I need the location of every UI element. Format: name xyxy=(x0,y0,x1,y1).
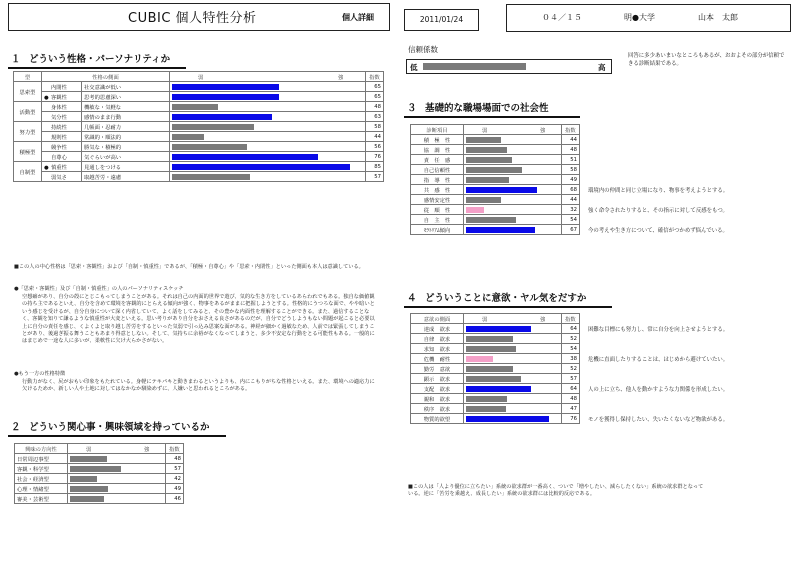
score-bar xyxy=(466,197,501,203)
section4-number: ４ xyxy=(407,293,417,304)
item-label: 勤労 意欲 xyxy=(411,364,464,374)
trait-desc: 感情のまま行動 xyxy=(82,112,170,122)
score-bar xyxy=(466,386,531,392)
section1-title xyxy=(8,53,186,69)
interest-index: 48 xyxy=(165,454,183,464)
col-strong: 強 xyxy=(539,128,546,134)
item-index: 67 xyxy=(561,225,579,235)
bar-cell xyxy=(463,364,561,374)
type-group: 努力型 xyxy=(14,122,42,142)
trait-name xyxy=(42,122,82,132)
table-row xyxy=(411,404,580,414)
score-bar xyxy=(172,94,279,100)
col-strong: 強 xyxy=(338,75,344,81)
score-bar xyxy=(466,326,531,332)
table-row xyxy=(411,374,580,384)
col-strong: 強 xyxy=(539,317,546,323)
section4-note: ■この人は「人より優位に立ちたい」系統の欲求群が一番高く、ついで「増やしたい、減らしたくない」系統の欲求群となっている。逆に「苦労を乗越え、成長したい」系統の欲求群には比較的反応である。 xyxy=(408,484,704,498)
table-row xyxy=(14,172,384,182)
col-index: 指数 xyxy=(561,314,579,324)
bar-cell xyxy=(463,414,561,424)
score-bar xyxy=(466,396,507,402)
table-row xyxy=(411,354,580,364)
bar-cell xyxy=(463,324,561,334)
trait-index: 48 xyxy=(366,102,384,112)
score-bar xyxy=(466,187,537,193)
bar-cell xyxy=(170,102,366,112)
score-bar xyxy=(466,217,516,223)
score-bar xyxy=(70,496,104,502)
item-label: 物質的欲望 xyxy=(411,414,464,424)
type-group: 自制型 xyxy=(14,162,42,182)
interest-index: 46 xyxy=(165,494,183,504)
col-weak: 弱 xyxy=(481,317,488,323)
section1-title-text: どういう性格・パーソナリティか xyxy=(29,54,171,65)
table-row xyxy=(411,175,580,185)
item-comment: 困難な目標にも努力し、常に自分を向上させようとする。 xyxy=(588,327,729,333)
item-label: 従 順 性 xyxy=(411,205,464,215)
table-row xyxy=(411,215,580,225)
table-row xyxy=(411,384,580,394)
col-scale xyxy=(170,72,366,82)
score-bar xyxy=(466,147,507,153)
item-label: 指 導 性 xyxy=(411,175,464,185)
trait-label: 規則性 xyxy=(51,134,67,141)
table-row xyxy=(411,334,580,344)
col-scale xyxy=(463,314,561,324)
motivation-table xyxy=(410,313,580,424)
table-row xyxy=(411,414,580,424)
bar-cell xyxy=(67,454,165,464)
report-date: 2011/01/24 xyxy=(419,15,464,24)
score-bar xyxy=(172,104,218,110)
col-aspect: 意欲の側面 xyxy=(411,314,464,324)
item-label: 支配 欲求 xyxy=(411,384,464,394)
col-weak: 弱 xyxy=(198,75,204,81)
col-area: 興味の方向性 xyxy=(15,444,68,454)
interest-label: 社会・経済型 xyxy=(15,474,68,484)
score-bar xyxy=(172,134,204,140)
interest-index: 42 xyxy=(165,474,183,484)
score-bar xyxy=(172,84,279,90)
item-comment: 環境内の仲間と同じ立場になり、物事を考えようとする。 xyxy=(588,188,729,194)
item-index: 52 xyxy=(561,364,579,374)
section2-title-text: どういう関心事・興味領域を持っているか xyxy=(29,422,210,433)
trait-index: 63 xyxy=(366,112,384,122)
personality-table xyxy=(13,71,384,182)
page-number: ０４／１５ xyxy=(542,13,582,22)
bar-cell xyxy=(67,494,165,504)
trait-name xyxy=(42,172,82,182)
section3-title xyxy=(404,102,580,118)
table-row xyxy=(411,225,580,235)
trait-name xyxy=(42,152,82,162)
score-bar xyxy=(466,157,512,163)
bar-cell xyxy=(463,394,561,404)
bar-cell xyxy=(463,205,561,215)
score-bar xyxy=(172,114,272,120)
bar-cell xyxy=(170,152,366,162)
item-index: 52 xyxy=(561,334,579,344)
bar-cell xyxy=(463,404,561,414)
score-bar xyxy=(172,144,247,150)
item-index: 68 xyxy=(561,185,579,195)
col-strong: 強 xyxy=(143,447,150,453)
bar-cell xyxy=(463,145,561,155)
section2-number: ２ xyxy=(11,422,21,433)
col-item: 診断項目 xyxy=(411,125,464,135)
item-label: 積 極 性 xyxy=(411,135,464,145)
type-group: 積極型 xyxy=(14,142,42,162)
score-bar xyxy=(466,336,513,342)
person-name: 山本 太郎 xyxy=(698,13,738,22)
score-bar xyxy=(466,207,484,213)
table-row xyxy=(411,344,580,354)
item-label: 自己信頼性 xyxy=(411,165,464,175)
trait-desc: 取越苦労・遠慮 xyxy=(82,172,170,182)
interest-label: 審美・芸術型 xyxy=(15,494,68,504)
bar-cell xyxy=(170,162,366,172)
col-index: 指数 xyxy=(561,125,579,135)
trait-desc: 思考的思慮深い xyxy=(82,92,170,102)
trait-name xyxy=(42,162,82,172)
section1-other-body: 行動力がなく、尻がおもい印象をもたれている。身軽にテキパキと動きまわるというよりも、内にこもりがちな性格といえる。また、環境への適応力に欠けるためか、新しい人や土地に対してはなかなか馴染めずに、人嫌いと思われるところがある。 xyxy=(22,379,375,393)
table-row xyxy=(411,165,580,175)
trait-label: 自尊心 xyxy=(51,154,67,161)
table-row xyxy=(411,324,580,334)
bar-cell xyxy=(170,122,366,132)
trait-desc: 機敏な・気軽な xyxy=(82,102,170,112)
table-row xyxy=(15,494,184,504)
section3-title-text: 基礎的な職場場面での社会性 xyxy=(425,103,549,114)
item-index: 54 xyxy=(561,344,579,354)
trait-label: 持続性 xyxy=(51,124,67,131)
trait-index: 65 xyxy=(366,82,384,92)
item-comment: 危機に直面したりすることは、はじめから避けていたい。 xyxy=(588,357,729,363)
item-label: 責 任 感 xyxy=(411,155,464,165)
item-index: 48 xyxy=(561,145,579,155)
item-comment: 今の考えや生き方について、確信がつかめず悩んでいる。 xyxy=(588,228,728,234)
item-comment: 人の上に立ち、他人を動かすような力関係を形成したい。 xyxy=(588,387,729,393)
bar-cell xyxy=(463,334,561,344)
score-bar xyxy=(70,486,108,492)
col-scale xyxy=(463,125,561,135)
bar-cell xyxy=(463,185,561,195)
bar-cell xyxy=(463,175,561,185)
trait-desc: 社交意識が低い xyxy=(82,82,170,92)
table-row xyxy=(14,132,384,142)
section3-number: ３ xyxy=(407,103,417,114)
table-row xyxy=(14,142,384,152)
item-index: 44 xyxy=(561,135,579,145)
bar-cell xyxy=(170,172,366,182)
trait-index: 76 xyxy=(366,152,384,162)
section4-title-text: どういうことに意欲・ヤル気をだすか xyxy=(425,293,587,304)
score-bar xyxy=(466,227,535,233)
item-index: 64 xyxy=(561,324,579,334)
item-comment: 強く命令されたりすると、その指示に対して反感をもつ。 xyxy=(588,208,728,214)
bar-cell xyxy=(463,225,561,235)
score-bar xyxy=(466,356,493,362)
item-index: 51 xyxy=(561,155,579,165)
reliability-high: 高 xyxy=(598,63,606,72)
table-row xyxy=(411,185,580,195)
bar-cell xyxy=(463,195,561,205)
table-row xyxy=(411,155,580,165)
table-row xyxy=(14,122,384,132)
university: 明●大学 xyxy=(624,13,655,22)
trait-index: 65 xyxy=(366,92,384,102)
col-index: 指数 xyxy=(366,72,384,82)
col-weak: 弱 xyxy=(481,128,488,134)
reliability-title: 信頼係数 xyxy=(408,45,438,54)
item-label: 共 感 性 xyxy=(411,185,464,195)
item-label: 秩序 欲求 xyxy=(411,404,464,414)
item-label: 顕示 欲求 xyxy=(411,374,464,384)
bar-cell xyxy=(170,92,366,102)
detail-label: 個人詳細 xyxy=(342,13,374,22)
bar-cell xyxy=(463,374,561,384)
col-weak: 弱 xyxy=(85,447,92,453)
item-index: 76 xyxy=(561,414,579,424)
table-row xyxy=(411,205,580,215)
section1-sketch-body: 空想癖があり、自分の殻にとじこもってしまうことがある。それは自己の内面的世界で遊び、気的な生き方をしているあらわれでもある。独自な価値観の持ち主であるといえ、自分を含めて環境を客観的にとらえる傾向が強く、物事をあるがままに把握しようとする。性格的にうつろな面で、やや暗いという感じを受けるが、自分自身について深く内省していて、よく話をしてみると、その豊かな内面性を理解することができる。また、過信することなく、客観を知りて謙るような慎重性が大変といえる。思い考りがあり自分をおさえる良さがあるのだが、自分でどうしようもない問題が起こると必要以上に自分の責任を感じ、くよくよと取り越し苦労をするといった気弱で引っ込み思案な面がある。神経が細かく過敏なため、人前では緊張してしまうことがあり、後過ぎ振る舞うこともあまり得意としない。そして、気持ちに余裕がなくなってしまうと、多少不安定な行動をとる可能性もある。一般的にはまじめで一途な人に多いが、柔軟性に欠け大らかさがない。 xyxy=(22,294,375,345)
type-group: 活動型 xyxy=(14,102,42,122)
section1-note1: ■この人の中心性格は「思索・客観性」および「自制・慎重性」であるが、「積極・自尊心」や「思索・内閉性」といった側面も本人は意識している。 xyxy=(14,264,364,270)
section4-title xyxy=(404,292,612,308)
interest-table xyxy=(14,443,184,504)
interest-label: 客観・科学型 xyxy=(15,464,68,474)
item-label: ﾓﾗﾄﾘｱﾑ傾向 xyxy=(411,225,464,235)
trait-name xyxy=(42,102,82,112)
trait-desc: 勝気な・積極的 xyxy=(82,142,170,152)
trait-index: 85 xyxy=(366,162,384,172)
trait-label: 気分性 xyxy=(51,114,67,121)
item-index: 54 xyxy=(561,215,579,225)
item-index: 47 xyxy=(561,404,579,414)
reliability-note: 回答に多少あいまいなところもあるが、おおよその部分が信頼できる診断結果である。 xyxy=(628,53,785,67)
score-bar xyxy=(466,376,521,382)
table-row xyxy=(411,364,580,374)
report-title: CUBIC 個人特性分析 xyxy=(128,11,257,26)
bar-cell xyxy=(463,215,561,225)
item-index: 57 xyxy=(561,374,579,384)
trait-label: 慎重性 xyxy=(51,164,67,171)
trait-name xyxy=(42,132,82,142)
trait-desc: 気ぐらいが高い xyxy=(82,152,170,162)
col-scale xyxy=(67,444,165,454)
table-row xyxy=(14,162,384,172)
trait-name xyxy=(42,92,82,102)
bar-cell xyxy=(463,354,561,364)
item-label: 感情安定性 xyxy=(411,195,464,205)
reliability-low: 低 xyxy=(410,63,418,72)
score-bar xyxy=(172,154,318,160)
score-bar xyxy=(466,137,501,143)
item-label: 協 調 性 xyxy=(411,145,464,155)
bar-cell xyxy=(67,474,165,484)
item-index: 64 xyxy=(561,384,579,394)
trait-name xyxy=(42,82,82,92)
col-index: 指数 xyxy=(165,444,183,454)
trait-desc: 見通しをつける xyxy=(82,162,170,172)
item-label: 危機 耐性 xyxy=(411,354,464,364)
trait-label: 身体性 xyxy=(51,104,67,111)
trait-label: 内閉性 xyxy=(51,84,67,91)
trait-desc: 常識的・順法的 xyxy=(82,132,170,142)
bar-cell xyxy=(170,142,366,152)
score-bar xyxy=(466,167,522,173)
bar-cell xyxy=(463,344,561,354)
score-bar xyxy=(466,406,506,412)
table-row xyxy=(14,102,384,112)
trait-index: 58 xyxy=(366,122,384,132)
item-index: 58 xyxy=(561,165,579,175)
interest-label: 心理・情緒型 xyxy=(15,484,68,494)
item-index: 44 xyxy=(561,195,579,205)
bar-cell xyxy=(67,484,165,494)
item-index: 38 xyxy=(561,354,579,364)
item-label: 自 主 性 xyxy=(411,215,464,225)
score-bar xyxy=(70,456,107,462)
trait-index: 57 xyxy=(366,172,384,182)
score-bar xyxy=(466,177,509,183)
bar-cell xyxy=(463,155,561,165)
table-row xyxy=(411,135,580,145)
trait-index: 44 xyxy=(366,132,384,142)
score-bar xyxy=(466,346,516,352)
bar-cell xyxy=(463,165,561,175)
table-row xyxy=(14,82,384,92)
reliability-bar xyxy=(423,63,526,70)
type-group: 思索型 xyxy=(14,82,42,102)
item-label: 親和 欲求 xyxy=(411,394,464,404)
center-mark: ● xyxy=(44,164,49,171)
score-bar xyxy=(172,164,350,170)
interest-index: 57 xyxy=(165,464,183,474)
item-index: 48 xyxy=(561,394,579,404)
table-row xyxy=(411,145,580,155)
table-row xyxy=(411,394,580,404)
trait-label: 弱気さ xyxy=(51,174,67,181)
item-label: 求知 欲求 xyxy=(411,344,464,354)
score-bar xyxy=(466,366,513,372)
table-row xyxy=(411,195,580,205)
col-type: 型 xyxy=(14,72,42,82)
score-bar xyxy=(70,466,121,472)
section1-other-title: ●もう一方の性格特徴 xyxy=(14,371,66,377)
score-bar xyxy=(172,124,254,130)
bar-cell xyxy=(463,135,561,145)
bar-cell xyxy=(463,384,561,394)
table-row xyxy=(15,484,184,494)
trait-label: 客観性 xyxy=(51,94,67,101)
trait-index: 56 xyxy=(366,142,384,152)
item-label: 達成 欲求 xyxy=(411,324,464,334)
interest-index: 49 xyxy=(165,484,183,494)
table-row xyxy=(15,454,184,464)
table-row xyxy=(14,152,384,162)
col-aspect: 性格の側面 xyxy=(42,72,170,82)
trait-name xyxy=(42,112,82,122)
section1-sketch-title: ●「思索・客観性」及び「自制・慎重性」の人のパーソナリティスケッチ xyxy=(14,286,184,292)
bar-cell xyxy=(170,132,366,142)
table-row xyxy=(14,92,384,102)
table-row xyxy=(15,474,184,484)
trait-label: 競争性 xyxy=(51,144,67,151)
trait-name xyxy=(42,142,82,152)
item-comment: モノを獲得し保持したい、失いたくないなど物欲がある。 xyxy=(588,417,729,423)
trait-desc: 几帳面・忍耐力 xyxy=(82,122,170,132)
score-bar xyxy=(70,476,97,482)
bar-cell xyxy=(170,82,366,92)
interest-label: 日常周辺事型 xyxy=(15,454,68,464)
item-index: 49 xyxy=(561,175,579,185)
table-row xyxy=(14,112,384,122)
item-index: 32 xyxy=(561,205,579,215)
center-mark: ● xyxy=(44,94,49,101)
table-row xyxy=(15,464,184,474)
item-label: 自律 欲求 xyxy=(411,334,464,344)
bar-cell xyxy=(67,464,165,474)
social-table xyxy=(410,124,580,235)
section2-title xyxy=(8,421,226,437)
section1-number: １ xyxy=(11,54,21,65)
score-bar xyxy=(466,416,549,422)
score-bar xyxy=(172,174,250,180)
bar-cell xyxy=(170,112,366,122)
